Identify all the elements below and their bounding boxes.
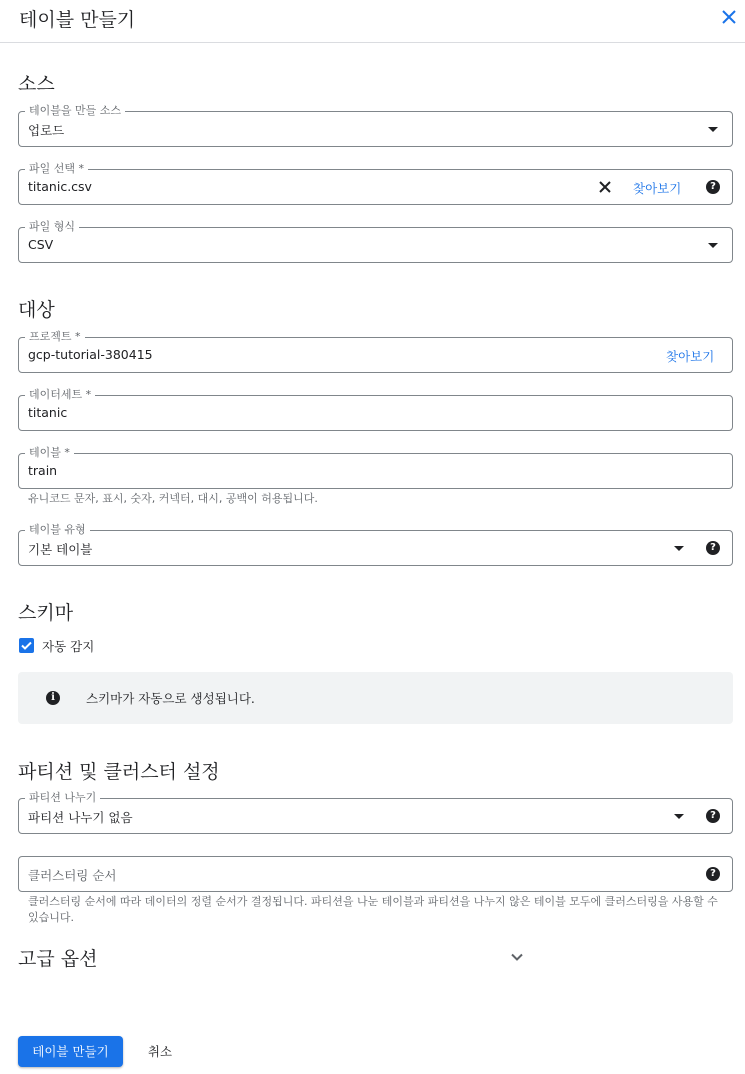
partitioning-select[interactable] <box>18 791 733 834</box>
auto-detect-checkbox[interactable] <box>19 638 34 653</box>
help-icon[interactable]: ? <box>706 809 720 823</box>
source-type-label: 테이블을 만들 소스 <box>25 104 125 118</box>
help-icon[interactable]: ? <box>706 180 720 194</box>
table-type-label: 테이블 유형 <box>25 523 90 537</box>
schema-info-box <box>18 672 733 724</box>
source-type-value: 업로드 <box>28 123 65 138</box>
cancel-button[interactable]: 취소 <box>147 1044 173 1059</box>
file-select-value: titanic.csv <box>28 179 92 194</box>
section-title-source: 소스 <box>18 73 55 95</box>
table-name-value: train <box>28 463 58 478</box>
dataset-field[interactable] <box>18 388 733 431</box>
close-icon[interactable] <box>718 6 740 28</box>
file-format-label: 파일 형식 <box>25 220 79 234</box>
advanced-options-toggle[interactable]: 고급 옵션 <box>18 948 98 970</box>
table-name-hint: 유니코드 문자, 표시, 숫자, 커넥터, 대시, 공백이 허용됩니다. <box>28 492 318 505</box>
section-title-schema: 스키마 <box>18 602 74 624</box>
dialog-header <box>0 0 745 43</box>
info-icon: i <box>46 691 60 705</box>
file-select-field[interactable] <box>18 162 733 205</box>
clustering-order-placeholder: 클러스터링 순서 <box>28 868 117 883</box>
arrow-drop-down-icon[interactable] <box>674 814 684 819</box>
table-type-value: 기본 테이블 <box>28 542 93 557</box>
arrow-drop-down-icon[interactable] <box>708 243 718 248</box>
dialog-title: 테이블 만들기 <box>19 9 136 31</box>
source-type-select[interactable] <box>18 104 733 147</box>
arrow-drop-down-icon[interactable] <box>708 127 718 132</box>
dataset-value: titanic <box>28 405 68 420</box>
auto-detect-label: 자동 감지 <box>42 639 95 654</box>
file-select-label: 파일 선택 * <box>25 162 88 176</box>
file-format-value: CSV <box>28 237 54 252</box>
table-name-label: 테이블 * <box>25 446 74 460</box>
project-value: gcp-tutorial-380415 <box>28 347 153 362</box>
chevron-down-icon[interactable] <box>510 950 524 964</box>
table-name-field[interactable] <box>18 446 733 489</box>
clustering-hint: 클러스터링 순서에 따라 데이터의 정렬 순서가 결정됩니다. 파티션을 나눈 테이블과 파티션을 나누지 않은 테이블 모두에 클러스터링을 사용할 수 있습니다. <box>28 895 718 924</box>
help-icon[interactable]: ? <box>706 541 720 555</box>
project-browse-link[interactable]: 찾아보기 <box>666 349 715 364</box>
dataset-label: 데이터세트 * <box>25 388 95 402</box>
arrow-drop-down-icon[interactable] <box>674 546 684 551</box>
file-browse-link[interactable]: 찾아보기 <box>633 181 682 196</box>
help-icon[interactable]: ? <box>706 867 720 881</box>
project-field[interactable] <box>18 330 733 373</box>
partitioning-label: 파티션 나누기 <box>25 791 100 805</box>
clear-icon[interactable] <box>597 179 613 195</box>
section-title-destination: 대상 <box>18 299 55 321</box>
schema-info-text: 스키마가 자동으로 생성됩니다. <box>86 691 255 706</box>
partitioning-value: 파티션 나누기 없음 <box>28 810 133 825</box>
section-title-partition: 파티션 및 클러스터 설정 <box>18 761 220 783</box>
table-type-select[interactable] <box>18 523 733 566</box>
create-table-button[interactable]: 테이블 만들기 <box>18 1036 123 1067</box>
file-format-select[interactable] <box>18 220 733 263</box>
clustering-order-input[interactable] <box>18 856 733 892</box>
check-icon <box>19 638 34 653</box>
project-label: 프로젝트 * <box>25 330 85 344</box>
